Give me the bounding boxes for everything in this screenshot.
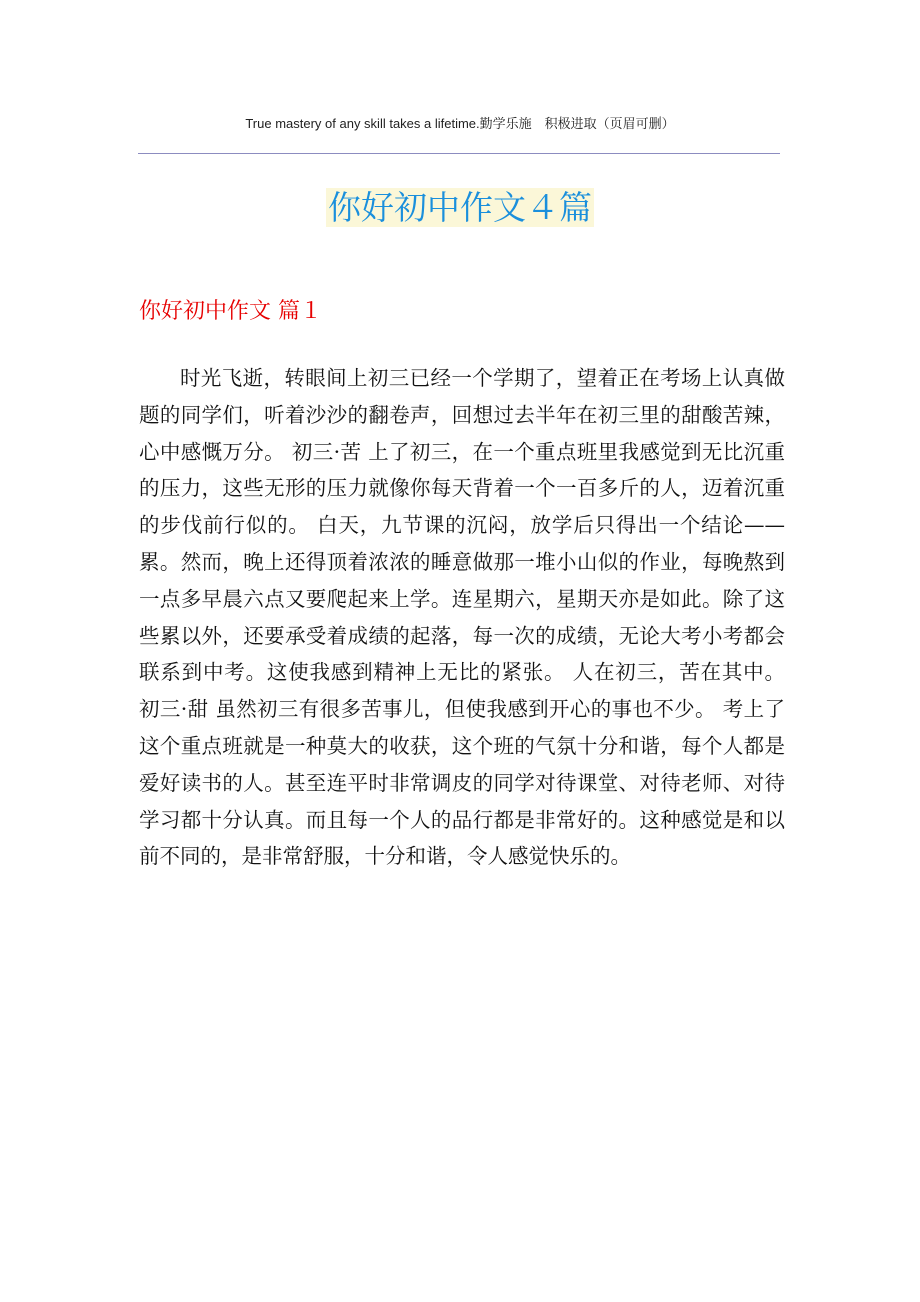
document-title <box>0 186 920 230</box>
running-header: True mastery of any skill takes a lifetime.勤学乐施 积极进取（页眉可删） <box>245 116 675 131</box>
section-heading: 你好初中作文 篇１ <box>139 299 322 324</box>
body-paragraph: 时光飞逝，转眼间上初三已经一个学期了，望着正在考场上认真做题的同学们，听着沙沙的翻卷声，回想过去半年在初三里的甜酸苦辣，心中感慨万分。 初三·苦 上了初三，在一个重点班里我感觉到无比沉重的压力，这些无形的压力就像你每天背着一个一百多斤的人，迈着沉重的步伐前行似的。 白天，九节课的沉闷，放学后只得出一个结论——累。然而，晚上还得顶着浓浓的睡意做那一堆小山似的作业，每晚熬到一点多早晨六点又要爬起来上学。连星期六，星期天亦是如此。除了这些累以外，还要承受着成绩的起落，每一次的成绩，无论大考小考都会联系到中考。这使我感到精神上无比的紧张。 人在初三，苦在其中。 初三·甜 虽然初三有很多苦事儿，但使我感到开心的事也不少。 考上了这个重点班就是一种莫大的收获，这个班的气氛十分和谐，每个人都是爱好读书的人。甚至连平时非常调皮的同学对待课堂、对待老师、对待学习都十分认真。而且每一个人的品行都是非常好的。这种感觉是和以前不同的，是非常舒服，十分和谐，令人感觉快乐的。 <box>139 366 785 869</box>
header-divider <box>138 153 780 154</box>
document-title-text: 你好初中作文４篇 <box>328 188 592 227</box>
